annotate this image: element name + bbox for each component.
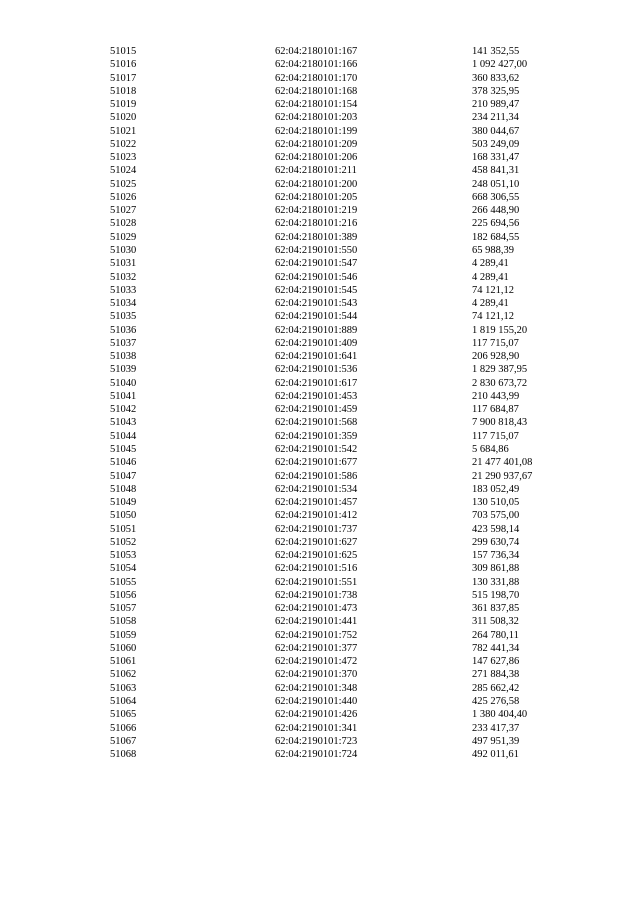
cadastral-number-cell: 62:04:2190101:545 [275,284,358,296]
row-number-cell: 51040 [110,377,137,389]
table-row [110,403,580,416]
row-number-cell: 51035 [110,311,137,323]
value-cell: 458 841,31 [472,165,520,177]
table-row [110,125,580,138]
table-row [110,178,580,191]
value-cell: 210 989,47 [472,99,520,111]
cadastral-number-cell: 62:04:2190101:568 [275,417,358,429]
table-row [110,735,580,748]
cadastral-number-cell: 62:04:2190101:542 [275,443,358,455]
value-cell: 4 289,41 [472,258,509,270]
value-cell: 210 443,99 [472,390,520,402]
cadastral-number-cell: 62:04:2180101:168 [275,85,358,97]
row-number-cell: 51039 [110,364,137,376]
row-number-cell: 51065 [110,709,137,721]
row-number-cell: 51067 [110,735,137,747]
cadastral-number-cell: 62:04:2190101:724 [275,749,358,761]
row-number-cell: 51060 [110,642,137,654]
cadastral-number-cell: 62:04:2180101:389 [275,231,358,243]
cadastral-number-cell: 62:04:2190101:641 [275,351,358,363]
value-cell: 233 417,37 [472,722,520,734]
table-row [110,615,580,628]
table-row [110,695,580,708]
row-number-cell: 51043 [110,417,137,429]
value-cell: 182 684,55 [472,231,520,243]
row-number-cell: 51049 [110,497,137,509]
row-number-cell: 51020 [110,112,137,124]
table-row [110,549,580,562]
cadastral-number-cell: 62:04:2190101:453 [275,390,358,402]
value-cell: 4 289,41 [472,271,509,283]
cadastral-number-cell: 62:04:2190101:544 [275,311,358,323]
value-cell: 703 575,00 [472,510,520,522]
cadastral-number-cell: 62:04:2190101:547 [275,258,358,270]
value-cell: 130 331,88 [472,576,520,588]
value-cell: 4 289,41 [472,298,509,310]
row-number-cell: 51024 [110,165,137,177]
row-number-cell: 51026 [110,191,137,203]
row-number-cell: 51063 [110,682,137,694]
cadastral-number-cell: 62:04:2190101:543 [275,298,358,310]
value-cell: 1 092 427,00 [472,59,528,71]
cadastral-number-cell: 62:04:2190101:341 [275,722,358,734]
cadastral-number-cell: 62:04:2190101:723 [275,735,358,747]
row-number-cell: 51057 [110,603,137,615]
row-number-cell: 51037 [110,337,137,349]
value-cell: 130 510,05 [472,497,520,509]
row-number-cell: 51030 [110,244,137,256]
value-cell: 74 121,12 [472,311,514,323]
cadastral-number-cell: 62:04:2180101:219 [275,205,358,217]
cadastral-number-cell: 62:04:2180101:167 [275,46,358,57]
row-number-cell: 51058 [110,616,137,628]
cadastral-number-cell: 62:04:2190101:412 [275,510,358,522]
data-table [110,45,580,761]
cadastral-number-cell: 62:04:2190101:617 [275,377,358,389]
table-row [110,191,580,204]
row-number-cell: 51045 [110,443,137,455]
cadastral-number-cell: 62:04:2180101:205 [275,191,358,203]
cadastral-number-cell: 62:04:2190101:752 [275,629,358,641]
cadastral-number-cell: 62:04:2190101:457 [275,497,358,509]
table-row [110,324,580,337]
cadastral-number-cell: 62:04:2190101:627 [275,536,358,548]
row-number-cell: 51023 [110,152,137,164]
row-number-cell: 51034 [110,298,137,310]
table-row [110,443,580,456]
row-number-cell: 51041 [110,390,137,402]
cadastral-number-cell: 62:04:2190101:473 [275,603,358,615]
value-cell: 234 211,34 [472,112,519,124]
value-cell: 117 684,87 [472,404,519,416]
cadastral-number-cell: 62:04:2190101:586 [275,470,358,482]
value-cell: 183 052,49 [472,483,520,495]
table-row [110,164,580,177]
cadastral-number-cell: 62:04:2190101:472 [275,656,358,668]
row-number-cell: 51027 [110,205,137,217]
table-row [110,377,580,390]
cadastral-number-cell: 62:04:2190101:426 [275,709,358,721]
value-cell: 360 833,62 [472,72,520,84]
value-cell: 157 736,34 [472,550,520,562]
value-cell: 5 684,86 [472,443,509,455]
row-number-cell: 51016 [110,59,137,71]
value-cell: 1 819 155,20 [472,324,528,336]
value-cell: 147 627,86 [472,656,520,668]
row-number-cell: 51042 [110,404,137,416]
value-cell: 380 044,67 [472,125,520,137]
table-row [110,98,580,111]
value-cell: 668 306,55 [472,191,520,203]
row-number-cell: 51019 [110,99,137,111]
row-number-cell: 51048 [110,483,137,495]
row-number-cell: 51062 [110,669,137,681]
row-number-cell: 51032 [110,271,137,283]
cadastral-number-cell: 62:04:2190101:440 [275,696,358,708]
cadastral-number-cell: 62:04:2190101:348 [275,682,358,694]
table-row [110,682,580,695]
value-cell: 21 290 937,67 [472,470,533,482]
table-row [110,536,580,549]
table-row [110,562,580,575]
row-number-cell: 51046 [110,457,137,469]
cadastral-number-cell: 62:04:2190101:441 [275,616,358,628]
cadastral-number-cell: 62:04:2180101:166 [275,59,358,71]
table-row [110,642,580,655]
cadastral-number-cell: 62:04:2190101:359 [275,430,358,442]
row-number-cell: 51059 [110,629,137,641]
row-number-cell: 51017 [110,72,137,84]
value-cell: 1 829 387,95 [472,364,528,376]
cadastral-number-cell: 62:04:2180101:209 [275,138,358,150]
cadastral-number-cell: 62:04:2190101:677 [275,457,358,469]
table-row [110,668,580,681]
table-row [110,337,580,350]
table-row [110,708,580,721]
table-row [110,483,580,496]
value-cell: 74 121,12 [472,284,514,296]
table-row [110,257,580,270]
table-row [110,217,580,230]
value-cell: 141 352,55 [472,46,520,57]
table-row [110,576,580,589]
cadastral-number-cell: 62:04:2180101:206 [275,152,358,164]
value-cell: 206 928,90 [472,351,520,363]
row-number-cell: 51055 [110,576,137,588]
cadastral-number-cell: 62:04:2180101:203 [275,112,358,124]
row-number-cell: 51036 [110,324,137,336]
row-number-cell: 51031 [110,258,137,270]
cadastral-number-cell: 62:04:2190101:551 [275,576,358,588]
value-cell: 497 951,39 [472,735,520,747]
value-cell: 1 380 404,40 [472,709,528,721]
table-row [110,111,580,124]
table-row [110,470,580,483]
table-row [110,72,580,85]
table-row [110,363,580,376]
row-number-cell: 51044 [110,430,137,442]
row-number-cell: 51033 [110,284,137,296]
row-number-cell: 51028 [110,218,137,230]
cadastral-number-cell: 62:04:2180101:216 [275,218,358,230]
table-row [110,456,580,469]
cadastral-number-cell: 62:04:2180101:200 [275,178,358,190]
cadastral-number-cell: 62:04:2180101:199 [275,125,358,137]
row-number-cell: 51053 [110,550,137,562]
value-cell: 425 276,58 [472,696,520,708]
value-cell: 266 448,90 [472,205,520,217]
table-row [110,748,580,761]
value-cell: 21 477 401,08 [472,457,533,469]
value-cell: 264 780,11 [472,629,519,641]
value-cell: 248 051,10 [472,178,520,190]
table-row [110,204,580,217]
value-cell: 299 630,74 [472,536,520,548]
table-row [110,722,580,735]
table-row [110,231,580,244]
cadastral-number-cell: 62:04:2190101:546 [275,271,358,283]
table-row [110,151,580,164]
cadastral-number-cell: 62:04:2180101:170 [275,72,358,84]
row-number-cell: 51066 [110,722,137,734]
table-row [110,297,580,310]
table-row [110,589,580,602]
row-number-cell: 51021 [110,125,137,137]
cadastral-number-cell: 62:04:2190101:409 [275,337,358,349]
table-row [110,284,580,297]
row-number-cell: 51050 [110,510,137,522]
table-row [110,416,580,429]
cadastral-number-cell: 62:04:2180101:154 [275,99,358,111]
value-cell: 168 331,47 [472,152,520,164]
value-cell: 2 830 673,72 [472,377,528,389]
row-number-cell: 51022 [110,138,137,150]
cadastral-number-cell: 62:04:2190101:550 [275,244,358,256]
table-row [110,85,580,98]
value-cell: 309 861,88 [472,563,520,575]
value-cell: 515 198,70 [472,589,520,601]
row-number-cell: 51029 [110,231,137,243]
table-row [110,629,580,642]
cadastral-number-cell: 62:04:2190101:377 [275,642,358,654]
table-row [110,45,580,58]
cadastral-number-cell: 62:04:2190101:738 [275,589,358,601]
row-number-cell: 51056 [110,589,137,601]
value-cell: 65 988,39 [472,244,514,256]
value-cell: 271 884,38 [472,669,520,681]
table-row [110,58,580,71]
row-number-cell: 51064 [110,696,137,708]
row-number-cell: 51047 [110,470,137,482]
row-number-cell: 51051 [110,523,137,535]
cadastral-number-cell: 62:04:2180101:211 [275,165,357,177]
table-row [110,602,580,615]
value-cell: 378 325,95 [472,85,520,97]
value-cell: 311 508,32 [472,616,519,628]
value-cell: 117 715,07 [472,337,519,349]
cadastral-number-cell: 62:04:2190101:370 [275,669,358,681]
table-row [110,496,580,509]
cadastral-number-cell: 62:04:2190101:516 [275,563,358,575]
row-number-cell: 51025 [110,178,137,190]
table-row [110,244,580,257]
row-number-cell: 51052 [110,536,137,548]
row-number-cell: 51054 [110,563,137,575]
table-row [110,350,580,363]
cadastral-number-cell: 62:04:2190101:534 [275,483,358,495]
table-row [110,310,580,323]
table-row [110,271,580,284]
table-row [110,390,580,403]
cadastral-number-cell: 62:04:2190101:536 [275,364,358,376]
value-cell: 117 715,07 [472,430,519,442]
cadastral-number-cell: 62:04:2190101:625 [275,550,358,562]
row-number-cell: 51061 [110,656,137,668]
cadastral-number-cell: 62:04:2190101:459 [275,404,358,416]
row-number-cell: 51038 [110,351,137,363]
row-number-cell: 51068 [110,749,137,761]
value-cell: 503 249,09 [472,138,520,150]
value-cell: 423 598,14 [472,523,520,535]
row-number-cell: 51018 [110,85,137,97]
value-cell: 7 900 818,43 [472,417,528,429]
table-row [110,430,580,443]
table-row [110,523,580,536]
table-row [110,509,580,522]
row-number-cell: 51015 [110,46,137,57]
value-cell: 782 441,34 [472,642,520,654]
table-row [110,655,580,668]
value-cell: 492 011,61 [472,749,519,761]
table-row [110,138,580,151]
value-cell: 361 837,85 [472,603,520,615]
value-cell: 285 662,42 [472,682,520,694]
cadastral-number-cell: 62:04:2190101:889 [275,324,358,336]
cadastral-number-cell: 62:04:2190101:737 [275,523,358,535]
value-cell: 225 694,56 [472,218,520,230]
